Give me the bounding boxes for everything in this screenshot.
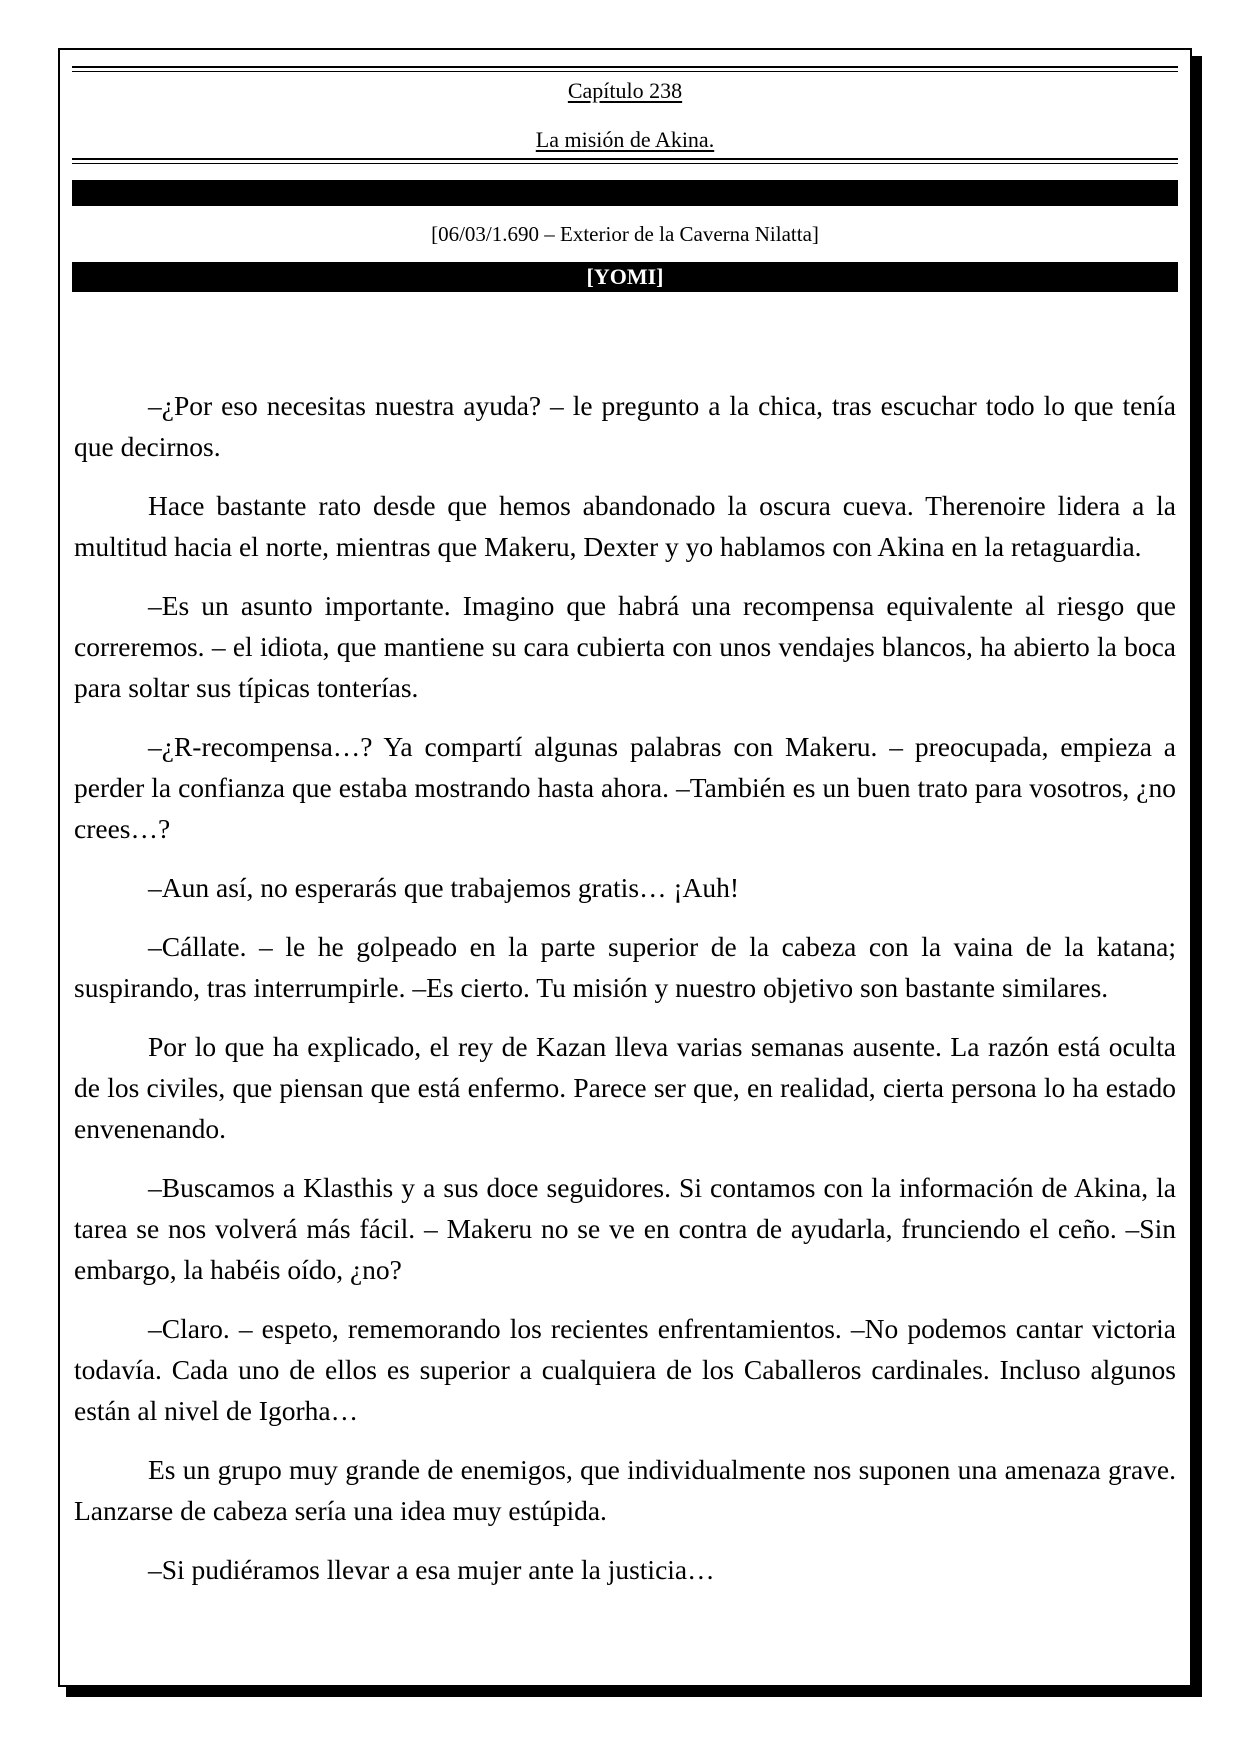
paragraph: –¿R-recompensa…? Ya compartí algunas palabras con Makeru. – preocupada, empieza a perder la confianza que estaba mostrando hasta ahora. –También es un buen trato para vosotros, ¿no crees…?	[74, 731, 1176, 844]
paragraph: –Claro. – espeto, rememorando los recientes enfrentamientos. –No podemos cantar victoria todavía. Cada uno de ellos es superior a cualquiera de los Caballeros cardinales. Incluso algunos están al nivel de Igorha…	[74, 1313, 1176, 1426]
paragraph: –¿Por eso necesitas nuestra ayuda? – le pregunto a la chica, tras escuchar todo lo que tenía que decirnos.	[74, 390, 1176, 462]
paragraph: –Buscamos a Klasthis y a sus doce seguidores. Si contamos con la información de Akina, la tarea se nos volverá más fácil. – Makeru no se ve en contra de ayudarla, frunciendo el ceño. –Sin embargo, la habéis oído, ¿no?	[74, 1172, 1176, 1285]
page-frame	[58, 48, 1192, 1687]
paragraph: Es un grupo muy grande de enemigos, que individualmente nos suponen una amenaza grave. Lanzarse de cabeza sería una idea muy estúpida.	[74, 1454, 1176, 1526]
paragraph: Hace bastante rato desde que hemos abandonado la oscura cueva. Therenoire lidera a la multitud hacia el norte, mientras que Makeru, Dexter y yo hablamos con Akina en la retaguardia.	[74, 490, 1176, 562]
separator-black-bar	[72, 180, 1178, 206]
top-double-rule	[72, 66, 1178, 72]
header-double-rule	[72, 158, 1178, 164]
chapter-title: La misión de Akina.	[535, 127, 715, 152]
paragraph: –Cállate. – le he golpeado en la parte superior de la cabeza con la vaina de la katana; suspirando, tras interrumpirle. –Es cierto. Tu misión y nuestro objetivo son bastante similares.	[74, 931, 1176, 1003]
chapter-number: Capítulo 238	[567, 78, 683, 103]
chapter-body	[74, 385, 1176, 1608]
paragraph: –Si pudiéramos llevar a esa mujer ante la justicia…	[148, 1554, 715, 1585]
paragraph: Por lo que ha explicado, el rey de Kazan lleva varias semanas ausente. La razón está oculta de los civiles, que piensan que está enfermo. Parece ser que, en realidad, cierta persona lo ha estado envenenando.	[74, 1031, 1176, 1144]
paragraph: –Es un asunto importante. Imagino que habrá una recompensa equivalente al riesgo que correremos. – el idiota, que mantiene su cara cubierta con unos vendajes blancos, ha abierto la boca para soltar sus típicas tonterías.	[74, 590, 1176, 703]
paragraph: –Aun así, no esperarás que trabajemos gratis… ¡Auh!	[148, 872, 740, 903]
scene-location: [06/03/1.690 – Exterior de la Caverna Nilatta]	[431, 222, 819, 246]
pov-bar: [YOMI]	[72, 262, 1178, 292]
